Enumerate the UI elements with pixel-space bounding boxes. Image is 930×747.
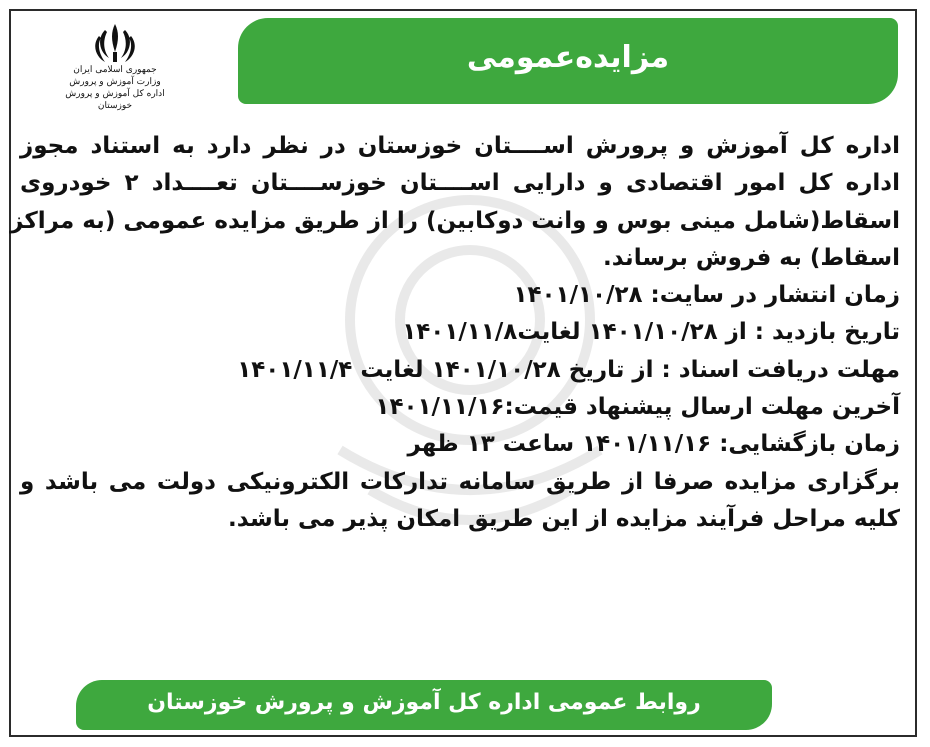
page-title: مزایده‌عمومی [466, 40, 670, 75]
visit-date: تاریخ بازدید : از ۱۴۰۱/۱۰/۲۸ لغایت۱۴۰۱/۱۱/۸ [402, 319, 900, 346]
title-banner [238, 18, 898, 104]
logo-line-office: اداره کل آموزش و پرورش خوزستان [65, 89, 165, 111]
ministry-logo [50, 22, 180, 122]
document-deadline: مهلت دریافت اسناد : از تاریخ ۱۴۰۱/۱۰/۲۸ لغایت ۱۴۰۱/۱۱/۴ [237, 356, 900, 383]
body-line-10: برگزاری مزایده صرفا از طریق سامانه تدارکات الکترونیکی دولت می باشد و [20, 468, 900, 495]
footer-text: روابط عمومی اداره کل آموزش و پرورش خوزستان [147, 690, 701, 715]
body-line-11: کلیه مراحل فرآیند مزایده از این طریق امکان پذیر می باشد. [228, 505, 900, 532]
body-line-3: اسقاط(شامل مینی بوس و وانت دوکابین) را از طریق مزایده عمومی (به مراکز [10, 207, 900, 234]
body-line-1: اداره کل آموزش و پرورش اســــتان خوزستان در نظر دارد به استناد مجوز [20, 133, 900, 159]
body-line-2: اداره کل امور اقتصادی و دارایی اســــتان خوزســــتان تعــــداد ۲ خودروی [20, 170, 900, 197]
opening-date: زمان بازگشایی: ۱۴۰۱/۱۱/۱۶ ساعت ۱۳ ظهر [407, 431, 900, 458]
bid-deadline: آخرین مهلت ارسال پیشنهاد قیمت:۱۴۰۱/۱۱/۱۶ [375, 394, 900, 421]
iran-emblem-icon [93, 22, 137, 64]
logo-line-country: جمهوری اسلامی ایران [73, 65, 157, 75]
logo-line-ministry: وزارت آموزش و پرورش [69, 77, 161, 87]
notice-body [10, 128, 900, 538]
footer-banner [76, 680, 772, 730]
publish-date: زمان انتشار در سایت: ۱۴۰۱/۱۰/۲۸ [513, 282, 900, 309]
body-line-4: اسقاط) به فروش برساند. [603, 244, 900, 271]
